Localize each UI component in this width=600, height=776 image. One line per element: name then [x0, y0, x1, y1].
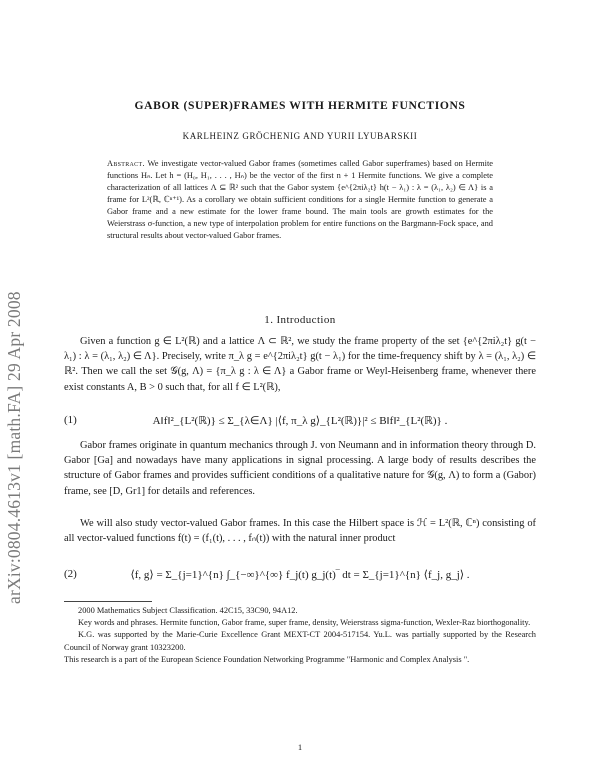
equation-2-formula: ⟨f, g⟩ = Σ_{j=1}^{n} ∫_{−∞}^{∞} f_j(t) g_j(t)‾ dt = Σ_{j=1}^{n} ⟨f_j, g_j⟩ .: [130, 569, 470, 581]
footnote-esf: This research is a part of the European Science Foundation Networking Programme "Harmonic and Complex Analysis ".: [64, 654, 470, 664]
section-heading: 1. Introduction: [264, 314, 336, 326]
equation-2: [64, 565, 536, 587]
equation-1-formula: A‖f‖²_{L²(ℝ)} ≤ Σ_{λ∈Λ} |⟨f, π_λ g⟩_{L²(ℝ)}|² ≤ B‖f‖²_{L²(ℝ)} .: [152, 415, 448, 427]
paragraph-3: We will also study vector-valued Gabor frames. In this case the Hilbert space is ℋ = L²(ℝ, ℂⁿ) consisting of all vector-valued functions f(t) = (f₁(t), . . . , fₙ(t)) with the natural inner product: [64, 518, 536, 545]
paper-authors: KARLHEINZ GRÖCHENIG AND YURII LYUBARSKII: [182, 131, 418, 141]
footnote-keywords: Key words and phrases. Hermite function, Gabor frame, super frame, density, Weierstrass sigma-function, Wexler-Raz biorthogonality.: [78, 618, 531, 628]
abstract: [107, 158, 493, 242]
paragraph-1: Given a function g ∈ L²(ℝ) and a lattice Λ ⊂ ℝ², we study the frame property of the set {e^{2πiλ₂t} g(t − λ₁) : λ = (λ₁, λ₂) ∈ Λ}. Precisely, write π_λ g = e^{2πiλ₂t} g(t − λ₁) for the time-frequency shift by λ = (λ₁, λ₂) ∈ ℝ². Then we call the set 𝒢(g, Λ) = {π_λ g : λ ∈ Λ} a Gabor frame or Weyl-Heisenberg frame, whenever there exist constants A, B > 0 such that, for all f ∈ L²(ℝ),: [64, 336, 536, 393]
paper-title: GABOR (SUPER)FRAMES WITH HERMITE FUNCTIONS: [134, 99, 466, 112]
page-number: 1: [297, 742, 303, 752]
footnote-msc: 2000 Mathematics Subject Classification. 42C15, 33C90, 94A12.: [78, 606, 298, 615]
equation-1-number: (1): [64, 414, 77, 426]
footnote-support: K.G. was supported by the Marie-Curie Excellence Grant MEXT-CT 2004-517154. Yu.L. was partially supported by the Research Council of Norway grant 10323200.: [64, 630, 536, 652]
paragraph-2: Gabor frames originate in quantum mechanics through J. von Neumann and in information theory through D. Gabor [Ga] and nowadays have many applications in signal processing. A large body of results describes the structure of Gabor frames and provides sufficient conditions of a qualitative nature for 𝒢(g, Λ) to form a (Gabor) frame, see [D, Gr1] for details and references.: [64, 440, 536, 497]
equation-1: [64, 411, 536, 433]
equation-2-number: (2): [64, 568, 77, 580]
abstract-text: We investigate vector-valued Gabor frames (sometimes called Gabor superframes) based on Hermite functions Hₙ. Let h = (H₀, H₁, . . . , Hₙ) be the vector of the first n + 1 Hermite functions. We give a complete characterization of all lattices Λ ⊆ ℝ² such that the Gabor system {e^{2πiλ₂t} h(t − λ₁) : λ = (λ₁, λ₂) ∈ Λ} is a frame for L²(ℝ, ℂⁿ⁺¹). As a corollary we obtain sufficient conditions for a single Hermite function to generate a Gabor frame and a new estimate for the lower frame bound. The main tools are growth estimates for the Weierstrass σ-function, a new type of interpolation problem for entire functions on the Bargmann-Fock space, and structural results about vector-valued Gabor frames.: [107, 159, 493, 240]
footnotes: [64, 605, 536, 666]
footnote-rule: [64, 601, 152, 602]
arxiv-stamp: arXiv:0804.4613v1 [math.FA] 29 Apr 2008: [4, 291, 24, 604]
abstract-label: Abstract.: [107, 159, 145, 168]
